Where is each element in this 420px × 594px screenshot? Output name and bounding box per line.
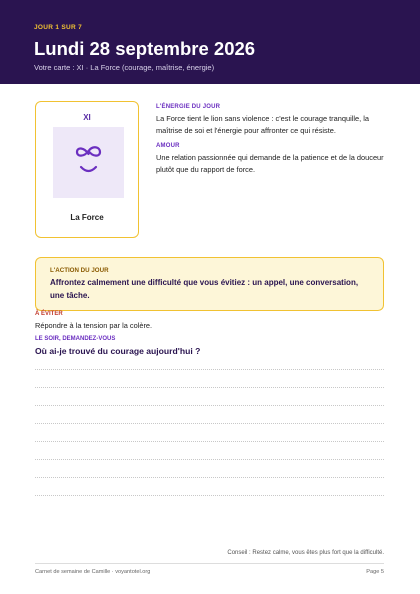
evening-question: Où ai-je trouvé du courage aujourd'hui ?: [35, 346, 201, 356]
love-label: AMOUR: [156, 143, 180, 149]
writing-line[interactable]: [35, 459, 384, 460]
energy-text: La Force tient le lion sans violence : c'est le courage tranquille, la maîtrise de soi et l'énergie pour affronter ce qui résiste.: [156, 114, 369, 135]
writing-line[interactable]: [35, 441, 384, 442]
card-illustration: [53, 127, 124, 198]
avoid-text: Répondre à la tension par la colère.: [35, 321, 153, 330]
page-number: Page 5: [366, 569, 384, 575]
writing-line[interactable]: [35, 405, 384, 406]
avoid-label: À ÉVITER: [35, 311, 63, 317]
footer-credit: Carnet de semaine de Camille · voyantotel.org: [35, 569, 151, 575]
writing-line[interactable]: [35, 477, 384, 478]
footer-divider: [35, 563, 384, 564]
card-name: La Force: [70, 213, 104, 222]
evening-label: LE SOIR, DEMANDEZ-VOUS: [35, 336, 116, 342]
writing-line[interactable]: [35, 387, 384, 388]
writing-line[interactable]: [35, 369, 384, 370]
writing-line[interactable]: [35, 495, 384, 496]
page-header: [0, 0, 420, 84]
love-text: Une relation passionnée qui demande de la patience et de la douceur plutôt que du rapport de force.: [156, 153, 384, 174]
writing-line[interactable]: [35, 423, 384, 424]
tarot-card: [35, 101, 139, 238]
card-numeral: XI: [83, 113, 91, 122]
page-title: Lundi 28 septembre 2026: [34, 38, 256, 59]
infinity-smile-icon: [53, 127, 124, 198]
day-counter: JOUR 1 SUR 7: [34, 24, 83, 31]
action-text: Affrontez calmement une difficulté que vous évitiez : un appel, une conversation, une tâche.: [50, 278, 359, 300]
action-box: [35, 257, 384, 311]
tip-text: Conseil : Restez calme, vous êtes plus fort que la difficulté.: [227, 550, 384, 556]
energy-label: L'ÉNERGIE DU JOUR: [156, 104, 221, 110]
card-summary: Votre carte : XI · La Force (courage, maîtrise, énergie): [34, 63, 215, 72]
action-label: L'ACTION DU JOUR: [50, 267, 109, 274]
